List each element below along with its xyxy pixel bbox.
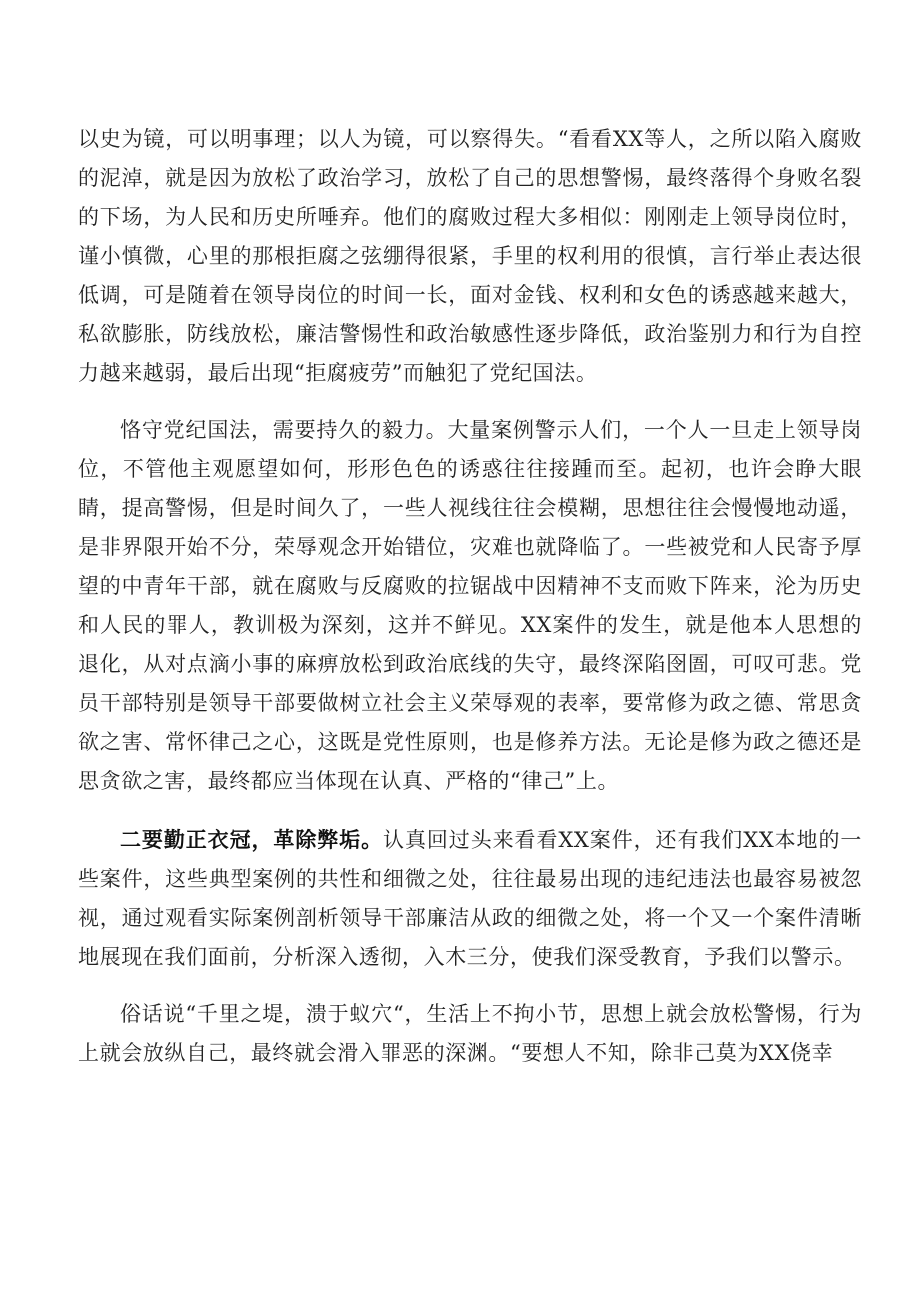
paragraph-4: 俗话说“千里之堤，溃于蚁穴“，生活上不拘小节，思想上就会放松警惕，行为上就会放纵自己，最终就会滑入罪恶的深渊。“要想人不知，除非己莫为XX侥幸	[78, 1002, 862, 1065]
paragraph-3	[78, 821, 862, 977]
paragraph-1: 以史为镜，可以明事理；以人为镜，可以察得失。“看看XX等人，之所以陷入腐败的泥淖，就是因为放松了政治学习，放松了自己的思想警惕，最终落得个身败名裂的下场，为人民和历史所唾弃。他们的腐败过程大多相似：刚刚走上领导岗位时，谨小慎微，心里的那根拒腐之弦绷得很紧，手里的权利用的很慎，言行举止表达很低调，可是随着在领导岗位的时间一长，面对金钱、权利和女色的诱惑越来越大，私欲膨胀，防线放松，廉洁警惕性和政治敏感性逐步降低，政治鉴别力和行为自控力越来越弱，最后出现“拒腐疲劳”而触犯了党纪国法。	[78, 127, 862, 385]
document-body	[78, 120, 862, 1073]
paragraph-3-text: 认真回过头来看看XX案件，还有我们XX本地的一些案件，这些典型案例的共性和细微之处，往往最易出现的违纪违法也最容易被忽视，通过观看实际案例剖析领导干部廉洁从政的细微之处，将一个又一个案件清晰地展现在我们面前，分析深入透彻，入木三分，使我们深受教育，予我们以警示。	[78, 828, 862, 969]
paragraph-3-heading: 二要勤正衣冠，革除弊垢。	[120, 828, 384, 852]
paragraph-2: 恪守党纪国法，需要持久的毅力。大量案例警示人们，一个人一旦走上领导岗位，不管他主观愿望如何，形形色色的诱惑往往接踵而至。起初，也许会睁大眼睛，提高警惕，但是时间久了，一些人视线往往会模糊，思想往往会慢慢地动遥，是非界限开始不分，荣辱观念开始错位，灾难也就降临了。一些被党和人民寄予厚望的中青年干部，就在腐败与反腐败的拉锯战中因精神不支而败下阵来，沦为历史和人民的罪人，教训极为深刻，这并不鲜见。XX案件的发生，就是他本人思想的退化，从对点滴小事的麻痹放松到政治底线的失守，最终深陷囹圄，可叹可悲。党员干部特别是领导干部要做树立社会主义荣辱观的表率，要常修为政之德、常思贪欲之害、常怀律己之心，这既是党性原则，也是修养方法。无论是修为政之德还是思贪欲之害，最终都应当体现在认真、严格的“律己”上。	[78, 418, 862, 793]
